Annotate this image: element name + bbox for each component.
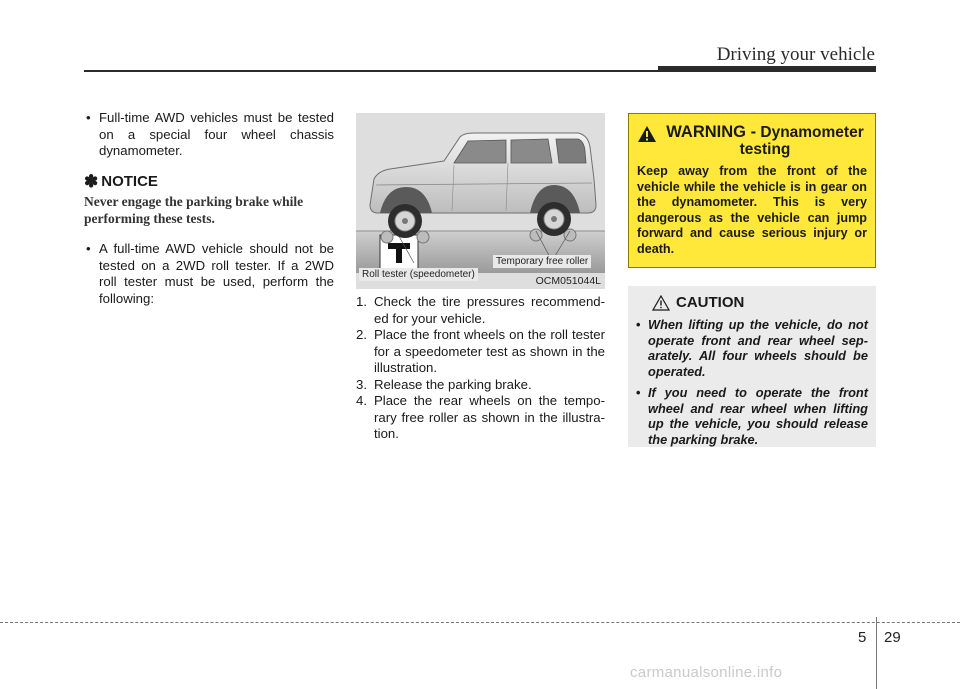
caution-box [628,286,876,447]
figure-code: OCM051044L [535,275,601,287]
warning-subject-line2: testing [739,141,791,158]
step-2: 2. Place the front wheels on the roll tester for a speedometer test as shown in the illustration. [356,327,605,375]
label-temporary-free-roller: Temporary free roller [493,255,591,268]
caution-title: CAUTION [676,294,745,311]
page-number-separator [876,617,877,689]
caution-triangle-icon [652,295,670,311]
chapter-number: 5 [858,629,867,646]
notice-title: NOTICE [101,172,158,190]
caution-item-1: • When lifting up the vehicle, do not operate front and rear wheel sep-arately. All four wheels should be operated. [636,317,868,379]
step-3: 3. Release the parking brake. [356,376,532,392]
notice-text: Never engage the parking brake while performing these tests. [84,194,304,226]
step-4: 4. Place the rear wheels on the tempo-rary free roller as shown in the illustra-tion. [356,393,605,441]
footer-rule [0,622,960,623]
left-column [84,110,334,307]
dynamometer-illustration [356,113,605,289]
warning-label: WARNING - [666,123,757,141]
notice-icon: ✽ [84,171,99,191]
header-rule-accent [658,66,876,72]
section-title: Driving your vehicle [716,44,875,65]
warning-box [628,113,876,268]
warning-triangle-icon [637,125,657,143]
notice-heading [84,171,334,191]
procedure-steps [356,294,605,443]
caution-item-2: • If you need to operate the front wheel and rear wheel when lifting up the vehicle, you should release the parking brake. [636,385,868,447]
warning-subject-line1: Dynamometer [760,124,864,141]
watermark: carmanualsonline.info [630,664,783,681]
label-roll-tester: Roll tester (speedometer) [359,268,478,281]
step-1: 1. Check the tire pressures recommend-ed for your vehicle. [356,294,605,326]
warning-title [637,124,867,158]
warning-text: Keep away from the front of the vehicle while the vehicle is in gear on the dynamometer. This is very dangerous as the vehicle can jump forward and cause serious injury or death. [637,164,867,256]
bullet-2wd-roll-tester: • A full-time AWD vehicle should not be tested on a 2WD roll tester. If a 2WD roll tester must be used, perform the following: [84,241,334,307]
caution-heading [636,294,868,311]
bullet-awd-dynamometer: • Full-time AWD vehicles must be tested on a special four wheel chassis dynamometer. [84,110,334,160]
page-number: 29 [884,629,901,646]
